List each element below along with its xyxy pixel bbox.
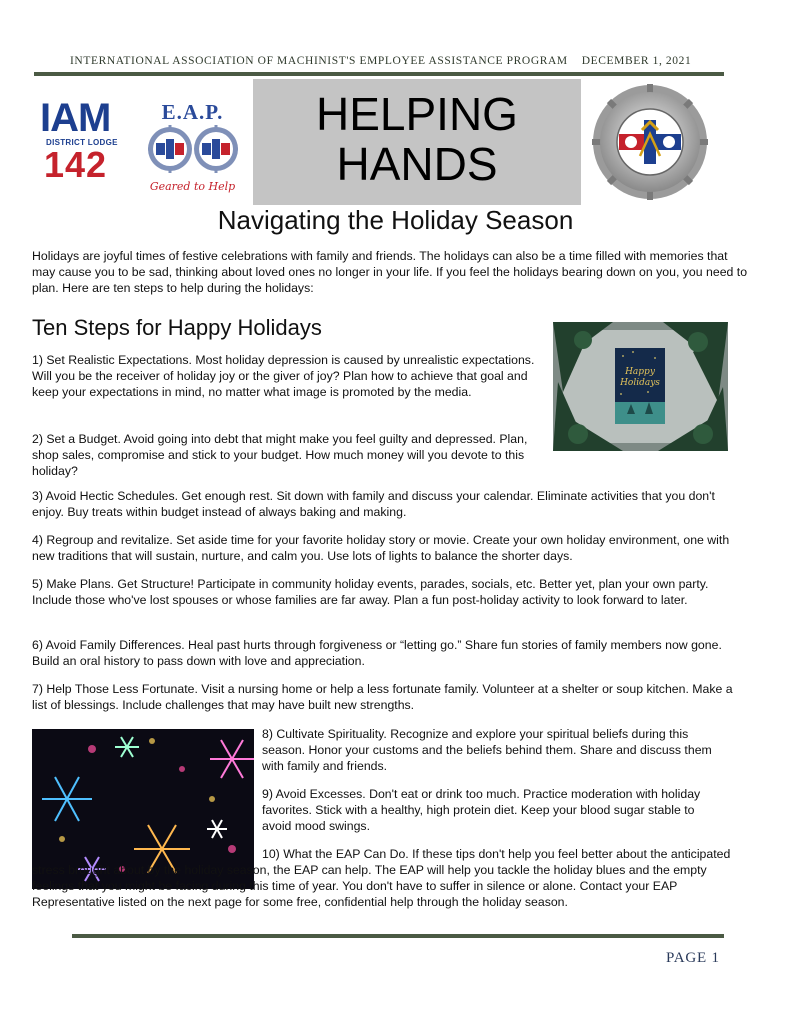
iam-logo-number: 142 [44, 144, 108, 185]
eap-gears-icon [143, 125, 243, 173]
page-header [70, 55, 720, 67]
iam-logo-title: IAM [40, 96, 111, 140]
banner-line-1: HELPING [316, 88, 518, 140]
iam-district-logo [40, 98, 126, 186]
helping-hands-banner [253, 79, 581, 205]
card-text-holidays: Holidays [620, 378, 660, 388]
banner-line-2: HANDS [336, 138, 498, 190]
section-heading: Ten Steps for Happy Holidays [32, 315, 322, 340]
step-5: 5) Make Plans. Get Structure! Participate in community holiday events, parades, socials, etc. Better yet, plan your own party. Include those who've lost spouses or whose families are far away. Plan a fun post-holiday activity to look forward to later. [32, 577, 709, 607]
holiday-card-photo [553, 322, 728, 451]
step-10: 10) What the EAP Can Do. If these tips don't help you feel better about the anticipated stress brought about by the holiday season, the EAP can help. The EAP will help you tackle the holiday blues and the empty feelings that you might be facing during this time of year. You don't have to suffer in silence or alone. Contact your EAP Representative listed on the next page for some free, confidential help through the holiday season. [32, 847, 731, 909]
article-intro: Holidays are joyful times of festive celebrations with family and friends. The holidays can also be a time filled with memories that may cause you to be sad, thinking about loved ones no longer in your life. If you feel the holidays bearing down on you, you need to plan. Here are ten steps to help during the holidays: [32, 249, 748, 295]
step-6: 6) Avoid Family Differences. Heal past hurts through forgiveness or “letting go.” Share fun stories of family members now gone. Build an oral history to pass down with love and appreciation. [32, 638, 722, 668]
step-8: 8) Cultivate Spirituality. Recognize and explore your spiritual beliefs during this season. Honor your customs and the beliefs behind them. Share and discuss them with family and friends. [262, 727, 712, 773]
step-7: 7) Help Those Less Fortunate. Visit a nursing home or help a less fortunate family. Volunteer at a shelter or soup kitchen. Make a list of blessings. Include challenges that may have built new strengths. [32, 682, 733, 712]
card-text-happy: Happy [625, 367, 655, 377]
step-1: 1) Set Realistic Expectations. Most holiday depression is caused by unrealistic expectations. Will you be the receiver of holiday joy or the giver of joy? Plan how to achieve that goal and keep your expectations in mind, no matter what image is promoted by the media. [32, 353, 535, 399]
step-2: 2) Set a Budget. Avoid going into debt that might make you feel guilty and depressed. Plan, shop sales, compromise and stick to your budget. How much money will you devote to this holiday? [32, 432, 528, 478]
step-3: 3) Avoid Hectic Schedules. Get enough rest. Sit down with family and discuss your calendar. Eliminate activities that you don't enjoy. Buy treats within budget instead of always baking and making. [32, 489, 715, 519]
eap-logo-tagline: Geared to Help [149, 180, 236, 193]
header-date: DECEMBER 1, 2021 [581, 55, 692, 67]
footer-divider [72, 934, 724, 938]
eap-logo [140, 100, 245, 193]
step-9: 9) Avoid Excesses. Don't eat or drink too much. Practice moderation with holiday favorites. Stick with a healthy, high protein diet. Keep your blood sugar stable to avoid mood swings. [262, 787, 701, 833]
header-divider [34, 72, 724, 76]
page-number: PAGE 1 [666, 950, 720, 966]
machinists-union-seal-icon [592, 84, 708, 200]
article-title: Navigating the Holiday Season [217, 205, 574, 235]
step-4: 4) Regroup and revitalize. Set aside time for your favorite holiday story or movie. Create your own holiday environment, one with new traditions that will sustain, nurture, and calm you. Use lots of lights to balance the shorter days. [32, 533, 730, 563]
iam-logo-subtitle: DISTRICT LODGE [46, 138, 118, 147]
header-org: INTERNATIONAL ASSOCIATION OF MACHINIST'S EMPLOYEE ASSISTANCE PROGRAM [70, 55, 568, 67]
eap-logo-title: E.A.P. [161, 100, 224, 124]
